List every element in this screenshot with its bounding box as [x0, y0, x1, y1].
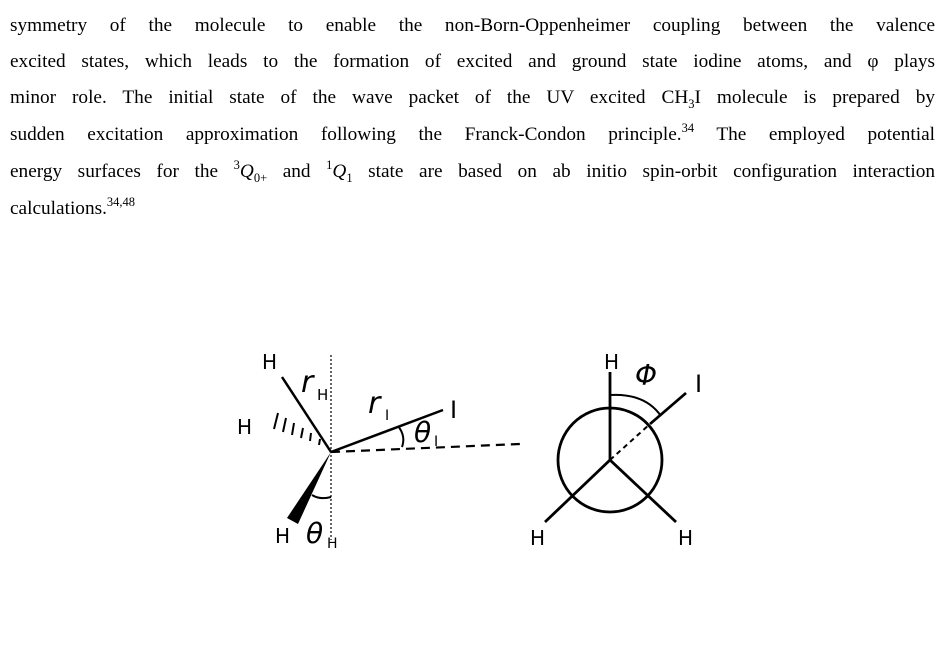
- theta-i-label: θ: [414, 416, 432, 449]
- r-i-label: r: [368, 386, 381, 421]
- text-line-5-part-a: energy surfaces for the: [10, 161, 234, 182]
- theta-i-subscript: I: [434, 434, 439, 450]
- citation-34-48: 34,48: [106, 195, 136, 209]
- newman-atom-i: I: [695, 370, 703, 398]
- wedge-bond: [287, 452, 331, 524]
- text-line-3-part-a: minor role. The initial state of the wave packet of the UV excited CH: [10, 87, 689, 108]
- atom-h-middle-left: H: [237, 415, 253, 439]
- text-line-3-part-b: I molecule is prepared by: [694, 87, 935, 108]
- hashed-bond: [274, 413, 320, 445]
- state-subscript-0plus: 0+: [253, 171, 268, 185]
- newman-atom-h-right: H: [678, 526, 694, 550]
- text-line-5-mid: and: [267, 161, 327, 182]
- newman-h-left-bond: [545, 460, 610, 522]
- text-line-2-content: excited states, which leads to the formation of excited and ground state iodine atoms, and φ plays: [10, 51, 935, 72]
- atom-h-bottom-left: H: [275, 524, 291, 548]
- atom-i-left: I: [450, 396, 458, 424]
- theta-h-subscript: H: [327, 536, 338, 552]
- r-h-subscript: H: [317, 386, 329, 404]
- theta-h-arc: [312, 495, 331, 498]
- phi-arc: [610, 395, 661, 416]
- methyl-subscript: 3: [688, 97, 695, 111]
- text-line-1: symmetry of the molecule to enable the non-Born-Oppenheimer coupling between the valence: [10, 15, 935, 36]
- state-q-symbol-1: Q: [239, 161, 254, 182]
- theta-i-arc: [398, 426, 403, 447]
- right-newman-projection: [530, 350, 702, 550]
- newman-h-right-bond: [610, 460, 676, 522]
- state-subscript-1: 1: [346, 171, 353, 185]
- phi-label: Φ: [635, 359, 658, 392]
- text-line-5-part-b: state are based on ab initio spin-orbit configuration interaction: [352, 161, 936, 182]
- r-i-subscript: I: [385, 408, 390, 424]
- text-line-4-part-a: sudden excitation approximation following the Franck-Condon principle.: [10, 124, 682, 145]
- newman-i-bond-hidden: [610, 424, 650, 460]
- state-q-symbol-2: Q: [332, 161, 347, 182]
- r-h-label: r: [301, 365, 314, 400]
- text-line-4-part-b: The employed potential: [694, 124, 935, 145]
- left-coordinate-diagram: [237, 350, 520, 552]
- theta-h-label: θ: [306, 517, 324, 550]
- newman-atom-h-left: H: [530, 526, 546, 550]
- citation-34: 34: [681, 121, 695, 135]
- newman-atom-h-top: H: [604, 350, 620, 374]
- state-superscript-1: 1: [326, 158, 333, 172]
- state-superscript-3: 3: [233, 158, 240, 172]
- atom-h-top-left: H: [262, 350, 278, 374]
- text-line-6-part-a: calculations.: [10, 198, 107, 219]
